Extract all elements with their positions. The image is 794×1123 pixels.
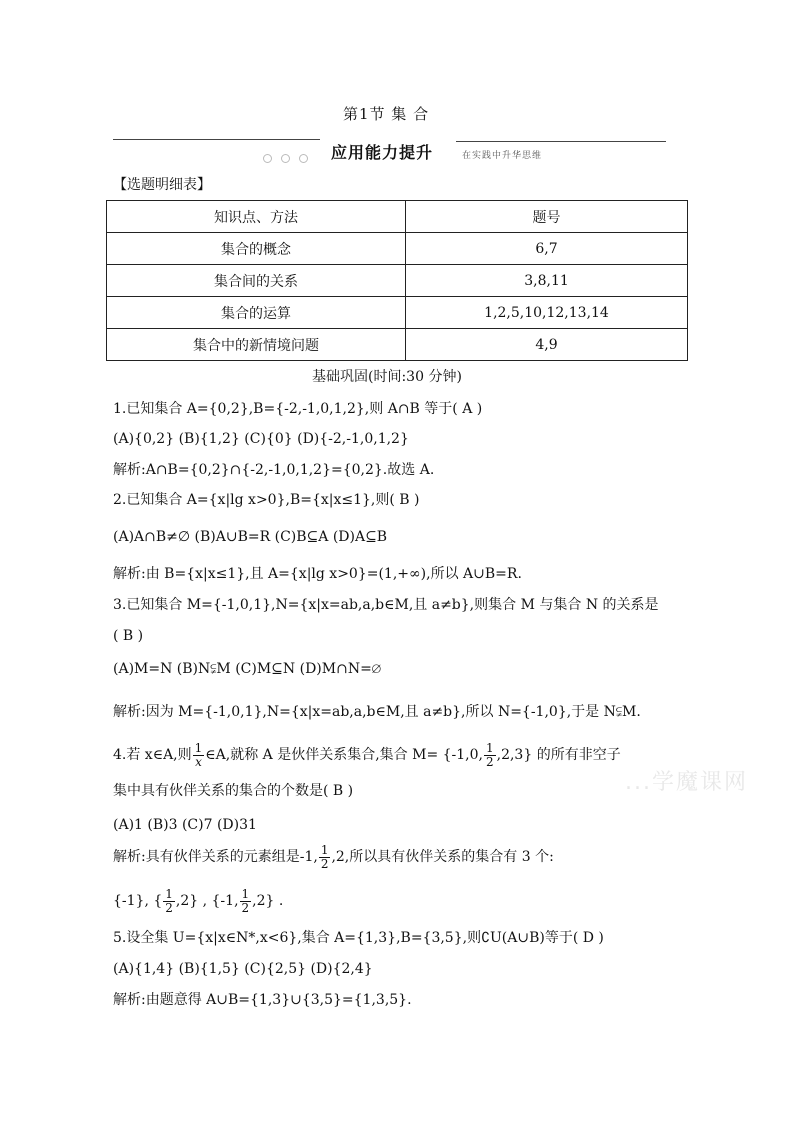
banner-subtitle: 在实践中升华思维 bbox=[462, 151, 543, 161]
fraction-one-half bbox=[484, 742, 496, 769]
table-cell: 集合的概念 bbox=[107, 233, 406, 265]
question-4-stem-part: ,2,3} 的所有非空子 bbox=[496, 747, 621, 763]
question-2-options: (A)A∩B≠∅ (B)A∪B=R (C)B⊆A (D)A⊆B bbox=[113, 529, 388, 545]
table-cell: 集合中的新情境问题 bbox=[107, 329, 406, 361]
fraction-one-half bbox=[163, 888, 175, 915]
banner-dots bbox=[263, 148, 317, 167]
question-1-stem: 1.已知集合 A={0,2},B={-2,-1,0,1,2},则 A∩B 等于( A ) bbox=[113, 401, 483, 417]
question-4-analysis-part: 解析:具有伙伴关系的元素组是-1, bbox=[113, 849, 318, 865]
fraction-denominator: 2 bbox=[485, 754, 494, 769]
column-header: 题号 bbox=[406, 201, 688, 233]
question-5-stem: 5.设全集 U={x|x∈N*,x<6},集合 A={1,3},B={3,5},则∁U(A∪B)等于( D ) bbox=[113, 930, 604, 946]
fraction-numerator: 1 bbox=[194, 740, 203, 755]
question-4-stem bbox=[113, 738, 621, 772]
table-row bbox=[107, 265, 688, 297]
banner-title: 应用能力提升 bbox=[331, 143, 434, 162]
table-cell: 4,9 bbox=[406, 329, 688, 361]
question-4-analysis-part: ,2,所以具有伙伴关系的集合有 3 个: bbox=[331, 849, 554, 865]
question-4-sets-part: {-1}, { bbox=[113, 893, 163, 909]
table-row bbox=[107, 329, 688, 361]
fraction-numerator: 1 bbox=[485, 740, 494, 755]
watermark: ...学魔课网 bbox=[625, 770, 748, 795]
table-cell: 集合间的关系 bbox=[107, 265, 406, 297]
question-4-sets-part: ,2} , {-1, bbox=[175, 893, 239, 909]
question-5-options: (A){1,4} (B){1,5} (C){2,5} (D){2,4} bbox=[113, 961, 373, 977]
fraction-numerator: 1 bbox=[320, 842, 329, 857]
table-cell: 1,2,5,10,12,13,14 bbox=[406, 297, 688, 329]
fraction-numerator: 1 bbox=[165, 886, 173, 901]
table-heading: 【选题明细表】 bbox=[113, 177, 211, 193]
table-row bbox=[107, 233, 688, 265]
fraction-one-half bbox=[319, 844, 331, 871]
question-2-analysis: 解析:由 B={x|x≤1},且 A={x|lg x>0}=(1,+∞),所以 A∪B=R. bbox=[113, 566, 522, 582]
fraction-1-over-x bbox=[193, 742, 205, 769]
question-3-stem: 3.已知集合 M={-1,0,1},N={x|x=ab,a,b∈M,且 a≠b},则集合 M 与集合 N 的关系是 bbox=[113, 597, 659, 613]
fraction-denominator: 2 bbox=[320, 856, 329, 871]
question-4-sets bbox=[113, 884, 283, 918]
question-4-analysis bbox=[113, 840, 554, 874]
section-title: 基础巩固(时间:30 分钟) bbox=[312, 369, 462, 385]
fraction-denominator: x bbox=[195, 754, 202, 769]
question-3-answer: ( B ) bbox=[113, 628, 144, 644]
question-4-stem-part: 4.若 x∈A,则 bbox=[113, 747, 192, 763]
question-3-options: (A)M=N (B)N⫋M (C)M⊆N (D)M∩N=∅ bbox=[113, 661, 382, 677]
table-row bbox=[107, 297, 688, 329]
question-3-analysis: 解析:因为 M={-1,0,1},N={x|x=ab,a,b∈M,且 a≠b},所以 N={-1,0},于是 N⫋M. bbox=[113, 704, 641, 720]
table-cell: 6,7 bbox=[406, 233, 688, 265]
fraction-denominator: 2 bbox=[241, 900, 250, 915]
question-2-stem: 2.已知集合 A={x|lg x>0},B={x|x≤1},则( B ) bbox=[113, 492, 420, 508]
topic-table bbox=[106, 200, 688, 361]
banner-left-line bbox=[113, 139, 320, 140]
table-cell: 3,8,11 bbox=[406, 265, 688, 297]
question-4-sets-part: ,2} . bbox=[252, 893, 284, 909]
fraction-numerator: 1 bbox=[241, 886, 250, 901]
question-4-options: (A)1 (B)3 (C)7 (D)31 bbox=[113, 817, 257, 833]
question-4-stem-line2: 集中具有伙伴关系的集合的个数是( B ) bbox=[113, 783, 354, 799]
question-5-analysis: 解析:由题意得 A∪B={1,3}∪{3,5}={1,3,5}. bbox=[113, 992, 412, 1008]
question-1-analysis: 解析:A∩B={0,2}∩{-2,-1,0,1,2}={0,2}.故选 A. bbox=[113, 462, 435, 478]
banner-right-line bbox=[456, 141, 666, 142]
page-title: 第1节 集 合 bbox=[343, 105, 430, 123]
table-header-row bbox=[107, 201, 688, 233]
fraction-one-half bbox=[240, 888, 252, 915]
question-4-stem-part: ∈A,就称 A 是伙伴关系集合,集合 M= {-1,0, bbox=[205, 747, 483, 763]
fraction-denominator: 2 bbox=[165, 900, 173, 915]
question-1-options: (A){0,2} (B){1,2} (C){0} (D){-2,-1,0,1,2} bbox=[113, 431, 409, 447]
column-header: 知识点、方法 bbox=[107, 201, 406, 233]
table-cell: 集合的运算 bbox=[107, 297, 406, 329]
